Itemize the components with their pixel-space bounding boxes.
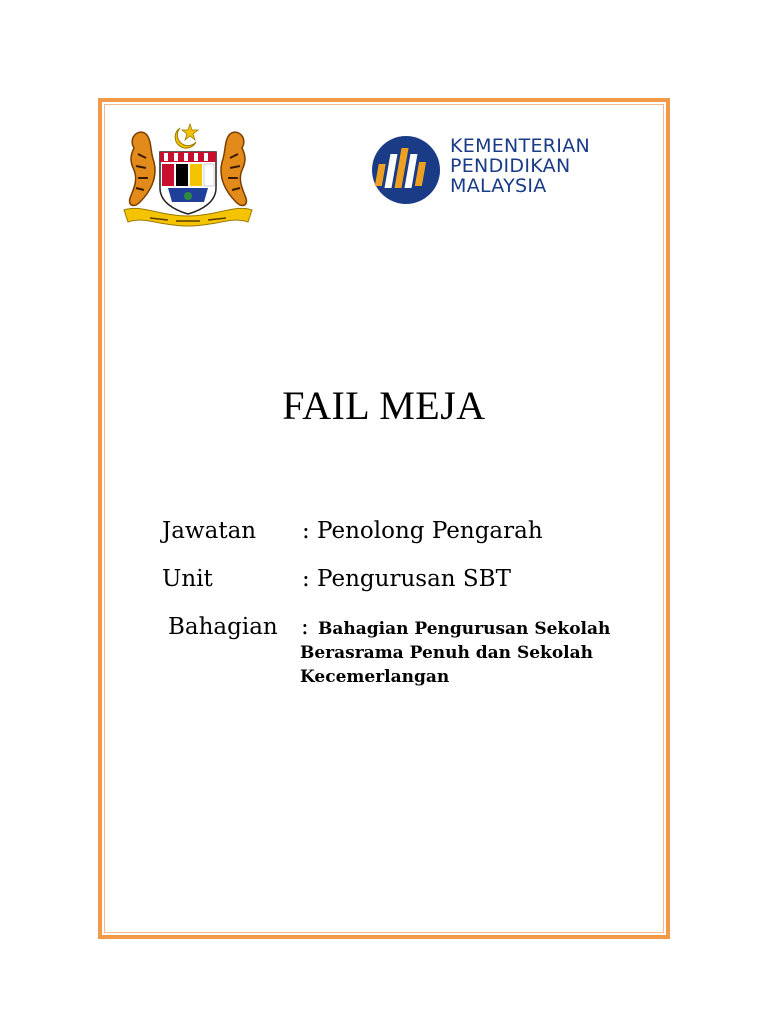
bahagian-value-line-2: Berasrama Penuh dan Sekolah — [300, 643, 593, 663]
jawatan-row — [162, 518, 622, 548]
bahagian-row — [168, 614, 308, 644]
bahagian-value-line-1: Bahagian Pengurusan Sekolah — [318, 619, 611, 639]
unit-row — [162, 566, 622, 596]
kpm-line-2: PENDIDIKAN — [450, 155, 571, 177]
kpm-line-3: MALAYSIA — [450, 175, 547, 197]
bahagian-label: Bahagian — [168, 614, 278, 640]
kpm-line-1: KEMENTERIAN — [450, 135, 591, 157]
bahagian-colon: : — [301, 614, 309, 640]
bahagian-value-line-3: Kecemerlangan — [300, 667, 450, 687]
bahagian-value — [300, 617, 660, 689]
jawatan-label: Jawatan — [162, 518, 257, 544]
kpm-logo-text — [450, 136, 590, 196]
kpm-logo — [354, 116, 646, 228]
jawatan-value: : Penolong Pengarah — [302, 518, 543, 544]
document-title: FAIL MEJA — [282, 383, 486, 428]
kpm-emblem-icon — [370, 134, 442, 206]
unit-label: Unit — [162, 566, 213, 592]
unit-value: : Pengurusan SBT — [302, 566, 511, 592]
malaysia-coat-of-arms-icon — [120, 118, 256, 228]
